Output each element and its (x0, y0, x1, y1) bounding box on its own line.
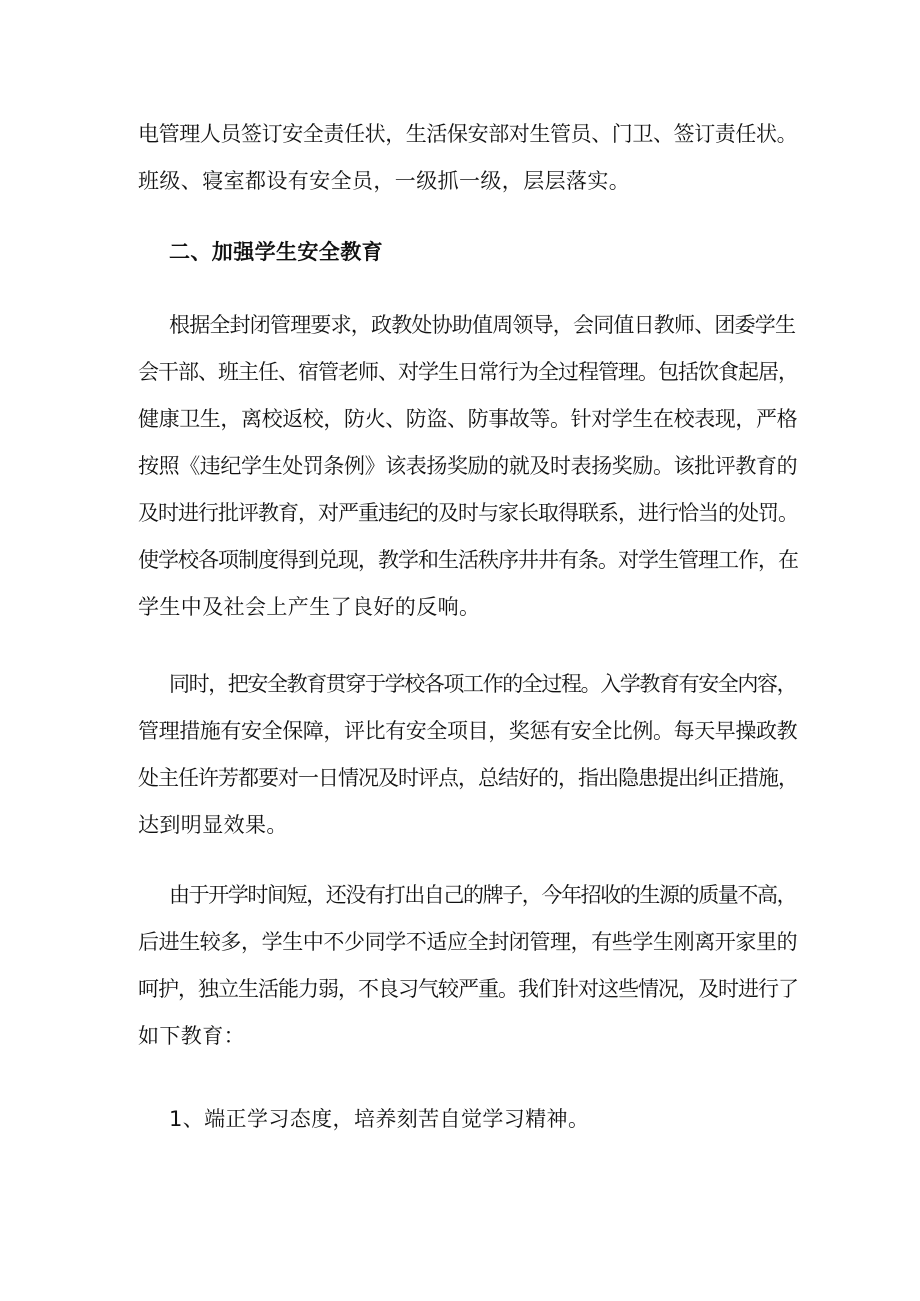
list-item: 1、端正学习态度，培养刻苦自觉学习精神。 (169, 1107, 590, 1131)
text-line: 健康卫生，离校返校，防火、防盗、防事故等。针对学生在校表现，严格 (138, 407, 798, 431)
text-line: 后进生较多，学生中不少同学不适应全封闭管理，有些学生刚离开家里的 (138, 930, 798, 954)
text-line: 呵护，独立生活能力弱，不良习气较严重。我们针对这些情况，及时进行了 (138, 977, 798, 1001)
text-line: 使学校各项制度得到兑现，教学和生活秩序井井有条。对学生管理工作，在 (138, 548, 798, 572)
text-line: 处主任许芳都要对一日情况及时评点，总结好的，指出隐患提出纠正措施， (138, 766, 798, 790)
text-line: 班级、寝室都设有安全员，一级抓一级，层层落实。 (138, 169, 631, 193)
intro-paragraph (138, 111, 798, 205)
paragraph-1 (138, 302, 798, 631)
list-item-1-block (138, 1096, 798, 1143)
paragraph-2 (138, 661, 798, 849)
text-line: 及时进行批评教育，对严重违纪的及时与家长取得联系，进行恰当的处罚。 (138, 501, 798, 525)
text-line: 由于开学时间短，还没有打出自己的牌子，今年招收的生源的质量不高， (169, 883, 797, 907)
section-heading: 二、加强学生安全教育 (169, 240, 383, 264)
text-line: 达到明显效果。 (138, 813, 288, 837)
text-line: 会干部、班主任、宿管老师、对学生日常行为全过程管理。包括饮食起居， (138, 360, 798, 384)
text-line: 学生中及社会上产生了良好的反响。 (138, 595, 481, 619)
text-line: 管理措施有安全保障，评比有安全项目，奖惩有安全比例。每天早操政教 (138, 719, 798, 743)
text-line: 同时，把安全教育贯穿于学校各项工作的全过程。入学教育有安全内容， (169, 672, 797, 696)
text-line: 如下教育： (138, 1024, 245, 1048)
paragraph-3 (138, 872, 798, 1060)
text-line: 电管理人员签订安全责任状，生活保安部对生管员、门卫、签订责任状。 (138, 122, 798, 146)
text-line: 按照《违纪学生处罚条例》该表扬奖励的就及时表扬奖励。该批评教育的 (138, 454, 798, 478)
text-line: 根据全封闭管理要求，政教处协助值周领导，会同值日教师、团委学生 (169, 313, 796, 337)
section-heading-block (138, 229, 798, 276)
